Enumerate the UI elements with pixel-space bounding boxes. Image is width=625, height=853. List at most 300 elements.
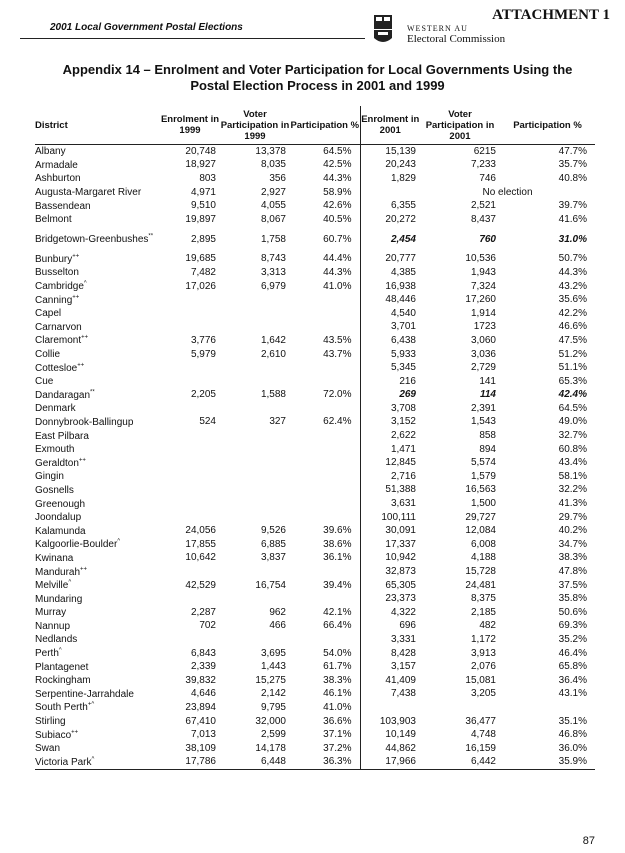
table-row [35,728,595,742]
district-cell [35,266,160,280]
cell-v99: 1,642 [260,334,286,346]
district-cell [35,579,160,593]
cell-p99 [290,443,360,457]
district-cell [35,402,160,416]
cell-p99: 41.0% [290,701,360,715]
cell-e01: 51,388 [385,484,416,496]
cell-e01: 100,111 [381,511,416,523]
district-cell [35,389,160,403]
cell-e99: 524 [199,416,216,428]
cell-v01 [420,701,500,715]
cell-p01: 29.7% [558,511,587,523]
cell-p99 [290,429,360,443]
cell-p01: 35.2% [558,633,587,645]
organisation-line-2: Electoral Commission [407,33,506,45]
cell-p99: 38.3% [290,674,360,688]
cell-v01: 8,437 [470,213,496,225]
cell-p99: 60.7% [290,227,360,253]
district-cell [35,715,160,729]
footnote-marker: ** [148,233,154,240]
cell-v01: 746 [479,172,496,184]
table-row [35,484,595,498]
cell-p99: 64.5% [290,145,360,159]
cell-p01: 51.1% [558,362,587,374]
footnote-marker: +^ [87,702,95,709]
cell-v01: 1,500 [470,498,496,510]
cell-p01: 46.8% [558,729,587,741]
table-row [35,647,595,661]
cell-e99: 20,748 [185,145,216,157]
table-row [35,227,595,253]
cell-p01: 46.4% [558,647,587,659]
table-row [35,565,595,579]
organisation-name [407,24,505,45]
district-name: Kalgoorlie-Boulder [35,539,118,551]
footnote-marker: ++ [80,566,88,573]
cell-e01 [360,701,420,715]
cell-p99: 44.3% [290,172,360,186]
cell-p99: 54.0% [290,647,360,661]
cell-p99: 42.1% [290,606,360,620]
district-name: Dandaragan [35,389,91,401]
cell-e99: 9,510 [190,200,216,212]
cell-v99 [220,402,290,416]
cell-v99: 9,795 [260,701,286,713]
table-row [35,579,595,593]
table-row [35,307,595,321]
district-name: Swan [35,743,61,755]
cell-e99 [160,361,220,375]
cell-p01: 40.8% [558,172,587,184]
district-cell [35,701,160,715]
cell-e01: 6,355 [390,200,416,212]
cell-p01: 47.5% [558,334,587,346]
table-row [35,524,595,538]
cell-v01: 12,084 [465,525,496,537]
district-name: Ashburton [35,173,81,185]
cell-e01: 4,322 [390,606,416,618]
cell-p99 [290,361,360,375]
district-cell [35,145,160,159]
district-cell [35,728,160,742]
cell-p01: 47.7% [558,145,587,157]
header-divider [20,38,365,39]
district-name: Denmark [35,403,76,415]
cell-v01: 15,081 [465,674,496,686]
table-row [35,497,595,511]
district-cell [35,470,160,484]
table-row [35,375,595,389]
cell-e01: 23,373 [385,593,416,605]
table-row [35,172,595,186]
cell-p01: 38.3% [558,552,587,564]
district-cell [35,186,160,200]
cell-v99: 13,378 [255,145,286,157]
cell-p01: 44.3% [558,266,587,278]
cell-e01: 15,139 [385,145,416,157]
cell-e99: 38,109 [185,742,216,754]
cell-v01: 1,543 [470,416,496,428]
cell-p99 [290,402,360,416]
cell-p99: 39.4% [290,579,360,593]
cell-v01: 16,159 [465,742,496,754]
cell-e99 [160,565,220,579]
cell-v01: 3,205 [470,688,496,700]
cell-v99 [220,361,290,375]
cell-p01: 42.2% [558,307,587,319]
table-row [35,280,595,294]
cell-v99 [220,293,290,307]
cell-e99 [160,511,220,525]
cell-e99 [160,429,220,443]
district-name: East Pilbara [35,430,89,442]
footnote-marker: ** [90,389,95,396]
district-name: Melville [35,580,69,592]
cell-e99: 2,339 [190,661,216,673]
column-header: Participation % [513,119,582,131]
table-row [35,511,595,525]
table-row [35,389,595,403]
cell-v99: 15,275 [255,674,286,686]
cell-v99: 1,588 [260,389,286,401]
cell-v99: 2,610 [260,348,286,360]
table-row [35,402,595,416]
cell-e01: 696 [399,620,416,632]
cell-v99: 3,695 [260,647,286,659]
cell-e01: 216 [399,375,416,387]
crest-icon [372,14,394,46]
table-row [35,145,595,159]
cell-p99 [290,375,360,389]
cell-p01: 34.7% [558,538,587,550]
cell-e01: 5,933 [390,348,416,360]
cell-e01: 65,305 [385,579,416,591]
cell-e99: 18,927 [185,159,216,171]
district-cell [35,633,160,647]
table-row [35,266,595,280]
table-row [35,674,595,688]
district-cell [35,606,160,620]
table-row [35,756,595,770]
district-cell [35,742,160,756]
cell-e99 [160,402,220,416]
cell-p99: 58.9% [290,186,360,200]
cell-v01: 3,060 [470,334,496,346]
cell-v01: 894 [479,443,496,455]
district-name: Bridgetown-Greenbushes [35,234,149,246]
no-election-cell: No election [482,186,533,198]
cell-e99: 17,026 [185,280,216,292]
cell-e99 [160,375,220,389]
cell-v01: 2,391 [470,402,496,414]
cell-e01: 1,829 [390,172,416,184]
footnote-marker: ++ [81,335,89,342]
column-header: Voter Participation in 2001 [425,108,495,142]
cell-p01: 65.8% [558,661,587,673]
district-cell [35,227,160,253]
district-cell [35,674,160,688]
cell-v01: 15,728 [465,566,496,578]
table-row [35,620,595,634]
cell-v01: 17,260 [465,294,496,306]
cell-v99 [220,484,290,498]
cell-p01: 43.1% [558,688,587,700]
cell-p99: 36.6% [290,715,360,729]
table-row [35,186,595,200]
cell-e99: 2,287 [190,606,216,618]
cell-p99: 39.6% [290,524,360,538]
cell-e99: 24,056 [185,525,216,537]
district-name: Nedlands [35,634,78,646]
table-row [35,321,595,335]
cell-v99: 16,754 [255,579,286,591]
cell-v99: 1,443 [260,661,286,673]
cell-e01: 20,777 [385,253,416,265]
cell-p01: 64.5% [558,402,587,414]
cell-e99 [160,592,220,606]
district-name: Mandurah [35,566,81,578]
cell-e99: 4,971 [190,186,216,198]
cell-p01: 65.3% [558,375,587,387]
cell-p99: 38.6% [290,538,360,552]
district-name: Augusta-Margaret River [35,187,142,199]
cell-v99 [220,511,290,525]
table-row [35,633,595,647]
attachment-label: ATTACHMENT 1 [492,7,610,23]
cell-e01: 6,438 [390,334,416,346]
district-name: Belmont [35,214,72,226]
table-row [35,443,595,457]
district-name: Exmouth [35,444,75,456]
district-cell [35,565,160,579]
cell-p99: 66.4% [290,620,360,634]
footnote-marker: ^ [83,280,87,287]
cell-e99: 2,205 [190,389,216,401]
cell-e01: 3,631 [390,498,416,510]
cell-e01: 1,471 [390,443,416,455]
cell-e99: 23,894 [185,701,216,713]
cell-e01: 20,272 [385,213,416,225]
cell-v01: 858 [479,430,496,442]
cell-p99: 36.3% [290,756,360,770]
district-cell [35,213,160,227]
cell-e99 [160,293,220,307]
cell-e01: 44,862 [385,742,416,754]
cell-p01: 49.0% [558,416,587,428]
district-cell [35,361,160,375]
cell-v99: 14,178 [255,742,286,754]
cell-e01: 2,716 [390,470,416,482]
footnote-marker: ^ [68,579,72,586]
cell-p01: 35.9% [500,756,595,770]
cell-v01: 6,008 [470,538,496,550]
cell-e99: 17,786 [160,756,220,770]
table-row [35,334,595,348]
cell-e99: 19,897 [185,213,216,225]
cell-v99 [220,565,290,579]
cell-p01: 37.5% [558,579,587,591]
table-row [35,701,595,715]
district-name: Gosnells [35,484,74,496]
cell-v01: 7,233 [470,159,496,171]
cell-v99 [220,321,290,335]
cell-e99 [160,443,220,457]
cell-v99: 3,313 [260,266,286,278]
cell-e99: 702 [199,620,216,632]
cell-v01: 141 [479,375,496,387]
district-cell [35,293,160,307]
cell-p99: 37.2% [290,742,360,756]
footnote-marker: ^ [91,756,95,763]
cell-p99: 42.5% [290,159,360,173]
cell-p01: 47.8% [558,566,587,578]
district-cell [35,552,160,566]
report-header-title: 2001 Local Government Postal Elections [50,22,243,33]
cell-e01: 2,622 [390,430,416,442]
table-row [35,361,595,375]
cell-e01: 10,942 [385,552,416,564]
cell-v01: 1,172 [470,633,496,645]
cell-p01: 31.0% [558,233,587,245]
column-header: Enrolment in 2001 [361,114,420,136]
cell-p99 [290,484,360,498]
district-name: Serpentine-Jarrahdale [35,688,134,700]
district-cell [35,688,160,702]
district-name: Joondalup [35,512,82,524]
cell-p01: 42.4% [558,389,587,401]
district-name: Gingin [35,471,64,483]
cell-v99: 466 [269,620,286,632]
table-row [35,606,595,620]
cell-e01: 7,438 [390,688,416,700]
cell-v01: 760 [479,233,496,245]
cell-p01: 32.7% [558,430,587,442]
cell-v99: 6,979 [260,280,286,292]
district-name: Collie [35,349,61,361]
cell-v01: 482 [479,620,496,632]
table-row [35,538,595,552]
cell-e01: 10,149 [385,729,416,741]
page-title [0,62,625,94]
district-cell [35,416,160,430]
cell-v01: 1723 [473,321,496,333]
cell-v99: 4,055 [260,200,286,212]
district-name: Stirling [35,716,66,728]
cell-v99 [220,429,290,443]
district-name: Capel [35,308,62,320]
cell-e99: 67,410 [185,715,216,727]
district-cell [35,253,160,267]
cell-p01: 36.4% [558,674,587,686]
cell-e99 [160,456,220,470]
district-cell [35,511,160,525]
cell-p01: 35.1% [558,715,587,727]
table-row [35,470,595,484]
district-name: Victoria Park [35,756,92,768]
cell-v99: 32,000 [255,715,286,727]
cell-e99: 4,646 [190,688,216,700]
cell-e99 [160,497,220,511]
cell-p01: 43.2% [558,280,587,292]
cell-e01: 4,540 [390,307,416,319]
cell-p99 [290,511,360,525]
cell-v99: 2,927 [260,186,286,198]
district-cell [35,660,160,674]
cell-e99: 803 [199,172,216,184]
cell-v99: 8,035 [260,159,286,171]
cell-v99: 8,743 [260,253,286,265]
district-name: Mundaring [35,593,83,605]
district-name: Busselton [35,267,79,279]
cell-p99: 37.1% [290,728,360,742]
district-name: Cambridge [35,281,84,293]
cell-p99: 62.4% [290,416,360,430]
cell-v01: 2,729 [470,362,496,374]
footnote-marker: ++ [72,294,80,301]
district-cell [35,497,160,511]
district-name: Murray [35,607,67,619]
cell-v99: 9,526 [260,525,286,537]
cell-e01: 16,938 [385,280,416,292]
cell-v01: 114 [480,389,496,401]
cell-e99 [160,633,220,647]
district-cell [35,348,160,362]
district-name: Carnarvon [35,321,82,333]
cell-v99 [220,456,290,470]
cell-v01: 1,943 [470,266,496,278]
cell-p01 [500,701,595,715]
cell-p99: 36.1% [290,552,360,566]
cell-v01: 3,913 [470,647,496,659]
cell-e99: 39,832 [185,674,216,686]
cell-p99: 44.3% [290,266,360,280]
organisation-line-1: WESTERN AU [407,24,468,33]
district-name: Geraldton [35,457,79,469]
cell-e01: 17,966 [360,756,420,770]
district-name: Albany [35,146,66,158]
cell-p99 [290,470,360,484]
table-row [35,348,595,362]
cell-v01: 2,521 [470,200,496,212]
cell-p99 [290,565,360,579]
cell-v99: 2,142 [260,688,286,700]
cell-v99: 6,885 [260,538,286,550]
cell-e01: 2,454 [390,233,416,245]
cell-p99 [290,633,360,647]
enrolment-table [35,106,595,770]
cell-v99 [220,470,290,484]
cell-e01: 5,345 [390,362,416,374]
cell-p01: 36.0% [558,742,587,754]
cell-e99: 6,843 [190,647,216,659]
cell-v01: 7,324 [470,280,496,292]
cell-p01: 43.4% [558,457,587,469]
district-cell [35,443,160,457]
cell-p01: 58.1% [558,470,587,482]
table-row [35,213,595,227]
cell-e99: 3,776 [190,334,216,346]
table-row [35,688,595,702]
cell-v99 [220,443,290,457]
cell-p01: 35.7% [558,159,587,171]
cell-e01: 41,409 [385,674,416,686]
cell-p01: 41.6% [558,213,587,225]
cell-e99: 19,685 [185,253,216,265]
district-cell [35,199,160,213]
column-header: Enrolment in 1999 [160,114,220,136]
cell-v01: 8,375 [470,593,496,605]
district-name: Cottesloe [35,362,78,374]
